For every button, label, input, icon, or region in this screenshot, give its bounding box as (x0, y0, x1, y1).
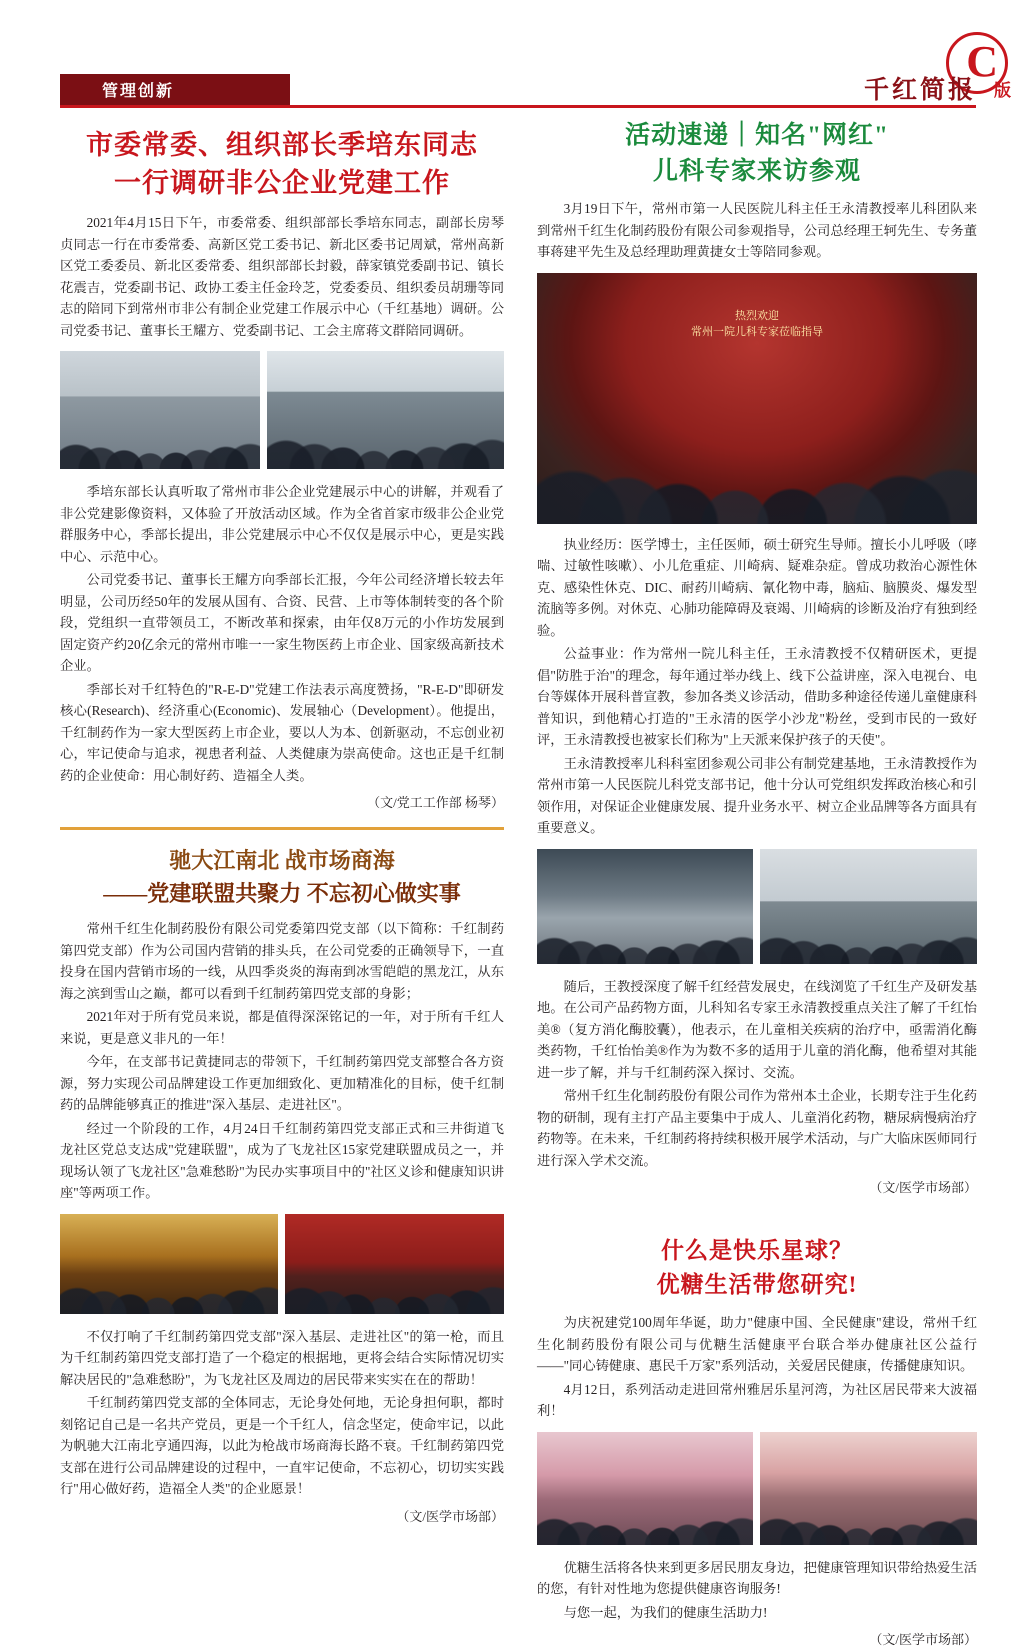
paragraph: 执业经历：医学博士，主任医师，硕士研究生导师。擅长小儿呼吸（哮喘、过敏性咳嗽）、小儿危重症、川崎病、疑难杂症。曾成功救治心源性休克、感染性休克、DIC、耐药川崎病、氰化物中毒，脑疝、脑膜炎、爆发型流脑等多例。对休克、心肺功能障碍及衰竭、川崎病的诊断及治疗有独到经验。 (537, 536, 977, 638)
section-divider (60, 827, 504, 830)
paragraph: 3月19日下午，常州市第一人民医院儿科主任王永清教授率儿科团队来到常州千红生化制药股份有限公司参观指导，公司总经理王轲先生、专务董事蒋建平先生及总经理助理黄捷女士等陪同参观。 (537, 201, 977, 259)
photo-party-alliance-ceremony (60, 1214, 278, 1314)
photo-leaders-visit (267, 351, 504, 469)
article-headline: 什么是快乐星球？ 优糖生活带您研究! (656, 1238, 858, 1297)
photo-figures (267, 408, 504, 469)
photo-exhibition-hall (60, 351, 260, 469)
photo-row (60, 351, 504, 469)
photo-alliance-stage (285, 1214, 504, 1314)
section-spacer (537, 1212, 977, 1220)
paragraph: 为庆祝建党100周年华诞，助力"健康中国、全民健康"建设，常州千红生化制药股份有限公司与优糖生活健康平台联合举办健康社区公益行——"同心铸健康、惠民千万家"系列活动，关爱居民健康，传播健康知识。 (537, 1315, 977, 1373)
left-column (60, 126, 504, 1525)
photo-figures (760, 1486, 977, 1545)
article-headline: 市委常委、组织部长季培东同志 一行调研非公企业党建工作 (86, 130, 478, 198)
article-headline: 活动速递｜知名"网红" 儿科专家来访参观 (625, 122, 889, 185)
paragraph: 今年，在支部书记黄捷同志的带领下，千红制药第四党支部整合各方资源，努力实现公司品牌建设工作更加细致化、更加精准化的目标，使千红制药的品牌能够真正的推进"深入基层、走进社区"。 (60, 1054, 504, 1112)
article-signature: （文/党工工作部 杨琴） (367, 795, 504, 810)
paragraph: 经过一个阶段的工作，4月24日千红制药第四党支部正式和三井街道飞龙社区党总支达成"党建联盟"，成为了飞龙社区15家党建联盟成员之一，并现场认领了飞龙社区"急难愁盼"为民办实事项目中的"社区义诊和健康知识讲座"等两项工作。 (60, 1120, 504, 1200)
photo-figures (285, 1262, 504, 1314)
paragraph: 2021年4月15日下午，市委常委、组织部部长季培东同志，副部长房琴贞同志一行在市委常委、高新区党工委书记、新北区委书记周斌，常州高新区党工委委员、新北区委常委、组织部部长封毅，薛家镇党委副书记、镇长花震吉，党委副书记、政协工委主任金玲芝，党委委员、组织委员胡珊等同志的陪同下到常州市非公有制企业党建工作展示中心（千红基地）调研。公司党委书记、董事长王耀方、党委副书记、工会主席蒋文群陪同调研。 (60, 215, 504, 338)
paragraph: 2021年对于所有党员来说，都是值得深深铭记的一年，对于所有千红人来说，更是意义非凡的一年！ (60, 1009, 504, 1046)
article-pediatric-expert-visit (537, 118, 977, 1196)
paragraph: 不仅打响了千红制药第四党支部"深入基层、走进社区"的第一枪，而且为千红制药第四党支部打造了一个稳定的根据地，更将会结合实际情况切实解决居民的"急难愁盼"，为飞龙社区及周边的居民带来实实在在的帮助！ (60, 1328, 504, 1387)
paragraph: 常州千红生化制药股份有限公司党委第四党支部（以下简称：千红制药第四党支部）作为公司国内营销的排头兵，在公司党委的正确领导下，一直投身在国内营销市场的一线，从四季炎炎的海南到冰雪皑皑的黑龙江，从东海之滨到雪山之巅，都可以看到千红制药第四党支部的身影； (60, 921, 504, 1001)
photo-community-residents (760, 1432, 977, 1545)
photo-figures (537, 411, 977, 524)
paragraph: 随后，王教授深度了解千红经营发展史，在线浏览了千红生产及研发基地。在公司产品药物方面，儿科知名专家王永清教授重点关注了解了千红怡美®（复方消化酶胶囊），他表示，在儿童相关疾病的治疗中，亟需消化酶类药物，千红怡怡美®作为为数不多的适用于儿童的消化酶，他希望对其能进一步了解，并与千红制药深入探讨、交流。 (537, 978, 977, 1080)
paragraph: 季部长对千红特色的"R-E-D"党建工作法表示高度赞扬，"R-E-D"即研发核心(Research)、经济重心(Economic)、发展轴心（Development）。他提出，千红制药作为一家大型医药上市企业，要以人为本、创新驱动，不忘创业初心，牢记使命与追求，视患者利益、人类健康为崇高使命。这也正是千红制药的企业使命：用心制好药、造福全人类。 (60, 681, 504, 783)
photo-doctor-with-child (760, 849, 977, 964)
photo-visit-exhibition (537, 849, 753, 964)
photo-figures (60, 408, 260, 469)
paragraph: 千红制药第四党支部的全体同志，无论身处何地，无论身担何职，都时刻铭记自己是一名共产党员，更是一个千红人，信念坚定，使命牢记，以此为帆驰大江南北亨通四海，以此为枪战市场商海长路不衰。千红制药第四党支部在进行公司品牌建设的过程中，一直牢记使命，不忘初心，切切实实践行"用心做好药，造福全人类"的企业愿景！ (60, 1395, 504, 1496)
paragraph: 4月12日，系列活动走进回常州雅居乐星河湾，为社区居民带来大波福利！ (537, 1381, 977, 1418)
paragraph: 公益事业：作为常州一院儿科主任，王永清教授不仅精研医术，更提倡"防胜于治"的理念，每年通过举办线上、线下公益讲座，深入电视台、电台等媒体开展科普宣教，参加各类义诊活动，借助多种途径传递儿童健康科普知识，到他精心打造的"王永清的医学小沙龙"粉丝，受到市民的一致好评，王永清教授也被家长们称为"上天派来保护孩子的天使"。 (537, 646, 977, 747)
article-party-research (60, 126, 504, 811)
photo-figures (760, 904, 977, 964)
photo-screen-text: 热烈欢迎 常州一院儿科专家莅临指导 (691, 309, 823, 338)
article-signature: （文/医学市场部） (869, 1180, 977, 1195)
photo-figures (537, 1486, 753, 1545)
article-signature: （文/医学市场部） (869, 1632, 977, 1647)
photo-row (537, 849, 977, 964)
paragraph: 季培东部长认真听取了常州市非公企业党建展示中心的讲解，并观看了非公党建影像资料，又体验了开放活动区域。作为全省首家市级非公企业党群服务中心，季部长提出，非公党建展示中心不仅仅是展示中心，更是实践中心、示范中心。 (60, 484, 504, 564)
publication-title: 千红简报 (863, 77, 976, 104)
photo-figures (60, 1262, 278, 1314)
paragraph: 常州千红生化制药股份有限公司作为常州本土企业，长期专注于生化药物的研制，现有主打产品主要集中于成人、儿童消化药物，糖尿病慢病治疗药物等。在未来，千红制药将持续积极开展学术活动，与广大临床医师同行进行深入学术交流。 (537, 1088, 977, 1168)
photo-row (60, 1214, 504, 1314)
edition-letter: C (966, 37, 998, 86)
article-headline: 驰大江南北 战市场商海 ——党建联盟共聚力 不忘初心做实事 (103, 848, 461, 906)
masthead (0, 0, 1034, 118)
photo-group-photo-lecture-hall (537, 273, 977, 524)
photo-figures (537, 904, 753, 964)
right-column (537, 118, 977, 1648)
photo-row (537, 1432, 977, 1545)
paragraph: 优糖生活将各快来到更多居民朋友身边，把健康管理知识带给热爱生活的您，有针对性地为您提供健康咨询服务! (537, 1559, 977, 1596)
section-label: 管理创新 (60, 74, 290, 105)
edition-label: 版 (994, 81, 1012, 100)
article-happy-planet (537, 1234, 977, 1648)
photo-community-event-booth (537, 1432, 753, 1545)
paragraph: 王永清教授率儿科科室团参观公司非公有制党建基地，王永清教授作为常州市第一人民医院儿科党支部书记，他十分认可党组织发挥政治核心和引领作用，对保证企业健康发展、提升业务水平、树立企业品牌等各方面具有重要意义。 (537, 755, 977, 835)
article-signature: （文/医学市场部） (396, 1508, 504, 1524)
paragraph: 公司党委书记、董事长王耀方向季部长汇报，今年公司经济增长较去年明显，公司历经50年的发展从国有、合资、民营、上市等体制转变的各个阶段，党组织一直带领员工，不断改革和探索，由年仅8万元的小作坊发展到固定资产约20亿余元的常州市唯一一家生物医药上市企业、国家级高新技术企业。 (60, 572, 504, 673)
article-party-alliance (60, 844, 504, 1525)
paragraph: 与您一起，为我们的健康生活助力! (563, 1604, 768, 1620)
